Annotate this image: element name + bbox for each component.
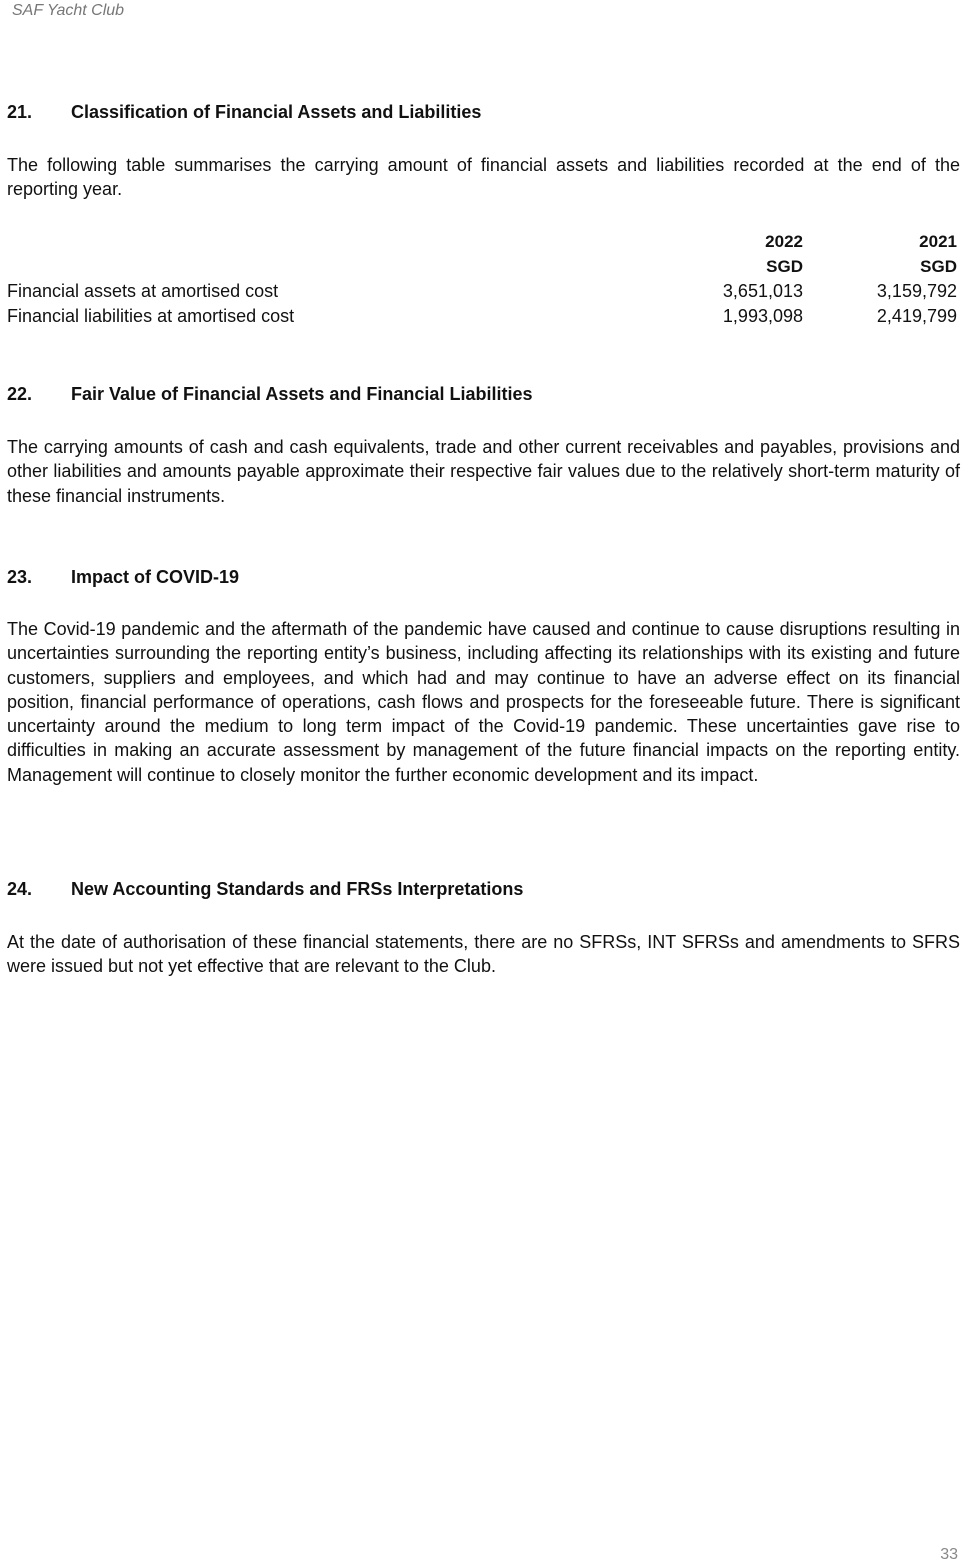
page-number: 33 bbox=[940, 1546, 958, 1563]
table-row bbox=[7, 304, 957, 329]
section-title: Fair Value of Financial Assets and Financial Liabilities bbox=[71, 384, 533, 404]
column-header-2022: 2022 bbox=[765, 232, 803, 251]
table-row bbox=[7, 279, 957, 304]
section-21-heading bbox=[7, 100, 481, 124]
section-number: 22. bbox=[7, 384, 33, 404]
row-label: Financial assets at amortised cost bbox=[7, 281, 279, 301]
section-23-heading bbox=[7, 565, 239, 589]
section-22-heading bbox=[7, 382, 532, 406]
section-title: New Accounting Standards and FRSs Interpretations bbox=[71, 879, 524, 899]
value-2022: 1,993,098 bbox=[722, 306, 803, 326]
section-21-paragraph: The following table summarises the carrying amount of financial assets and liabilities recorded at the end of the reporting year. bbox=[7, 155, 960, 200]
section-24-paragraph: At the date of authorisation of these financial statements, there are no SFRSs, INT SFRSs and amendments to SFRS were issued but not yet effective that are relevant to the Club. bbox=[7, 932, 960, 977]
column-currency-2021: SGD bbox=[920, 257, 957, 276]
section-number: 21. bbox=[7, 102, 33, 122]
table-header-blank bbox=[7, 229, 657, 254]
running-header: SAF Yacht Club bbox=[12, 2, 125, 19]
table-header-blank bbox=[7, 254, 657, 279]
column-header-2021: 2021 bbox=[919, 232, 957, 251]
table-header-currency-row bbox=[7, 254, 957, 279]
value-2021: 3,159,792 bbox=[876, 281, 957, 301]
value-2021: 2,419,799 bbox=[876, 306, 957, 326]
financial-instruments-table bbox=[7, 229, 957, 329]
section-title: Classification of Financial Assets and Liabilities bbox=[71, 102, 482, 122]
value-2022: 3,651,013 bbox=[722, 281, 803, 301]
table-header-year-row bbox=[7, 229, 957, 254]
section-number: 23. bbox=[7, 567, 33, 587]
section-22-paragraph: The carrying amounts of cash and cash equivalents, trade and other current receivables and payables, provisions and other liabilities and amounts payable approximate their respective fair values due to the relatively short-term maturity of these financial instruments. bbox=[7, 437, 960, 506]
section-title: Impact of COVID-19 bbox=[71, 567, 240, 587]
section-24-heading bbox=[7, 877, 523, 901]
section-number: 24. bbox=[7, 879, 33, 899]
section-23-paragraph: The Covid-19 pandemic and the aftermath of the pandemic have caused and continue to cause disruptions resulting in uncertainties surrounding the reporting entity’s business, including affecting its relationships with its existing and future customers, suppliers and employees, and which had and may continue to have an adverse effect on its financial position, financial performance of operations, cash flows and prospects for the foreseeable future. There is significant uncertainty around the medium to long term impact of the Covid-19 pandemic. These uncertainties gave rise to difficulties in making an accurate assessment by management of the future financial impacts on the reporting entity. Management will continue to closely monitor the further economic development and its impact. bbox=[7, 619, 960, 785]
row-label: Financial liabilities at amortised cost bbox=[7, 306, 295, 326]
column-currency-2022: SGD bbox=[766, 257, 803, 276]
